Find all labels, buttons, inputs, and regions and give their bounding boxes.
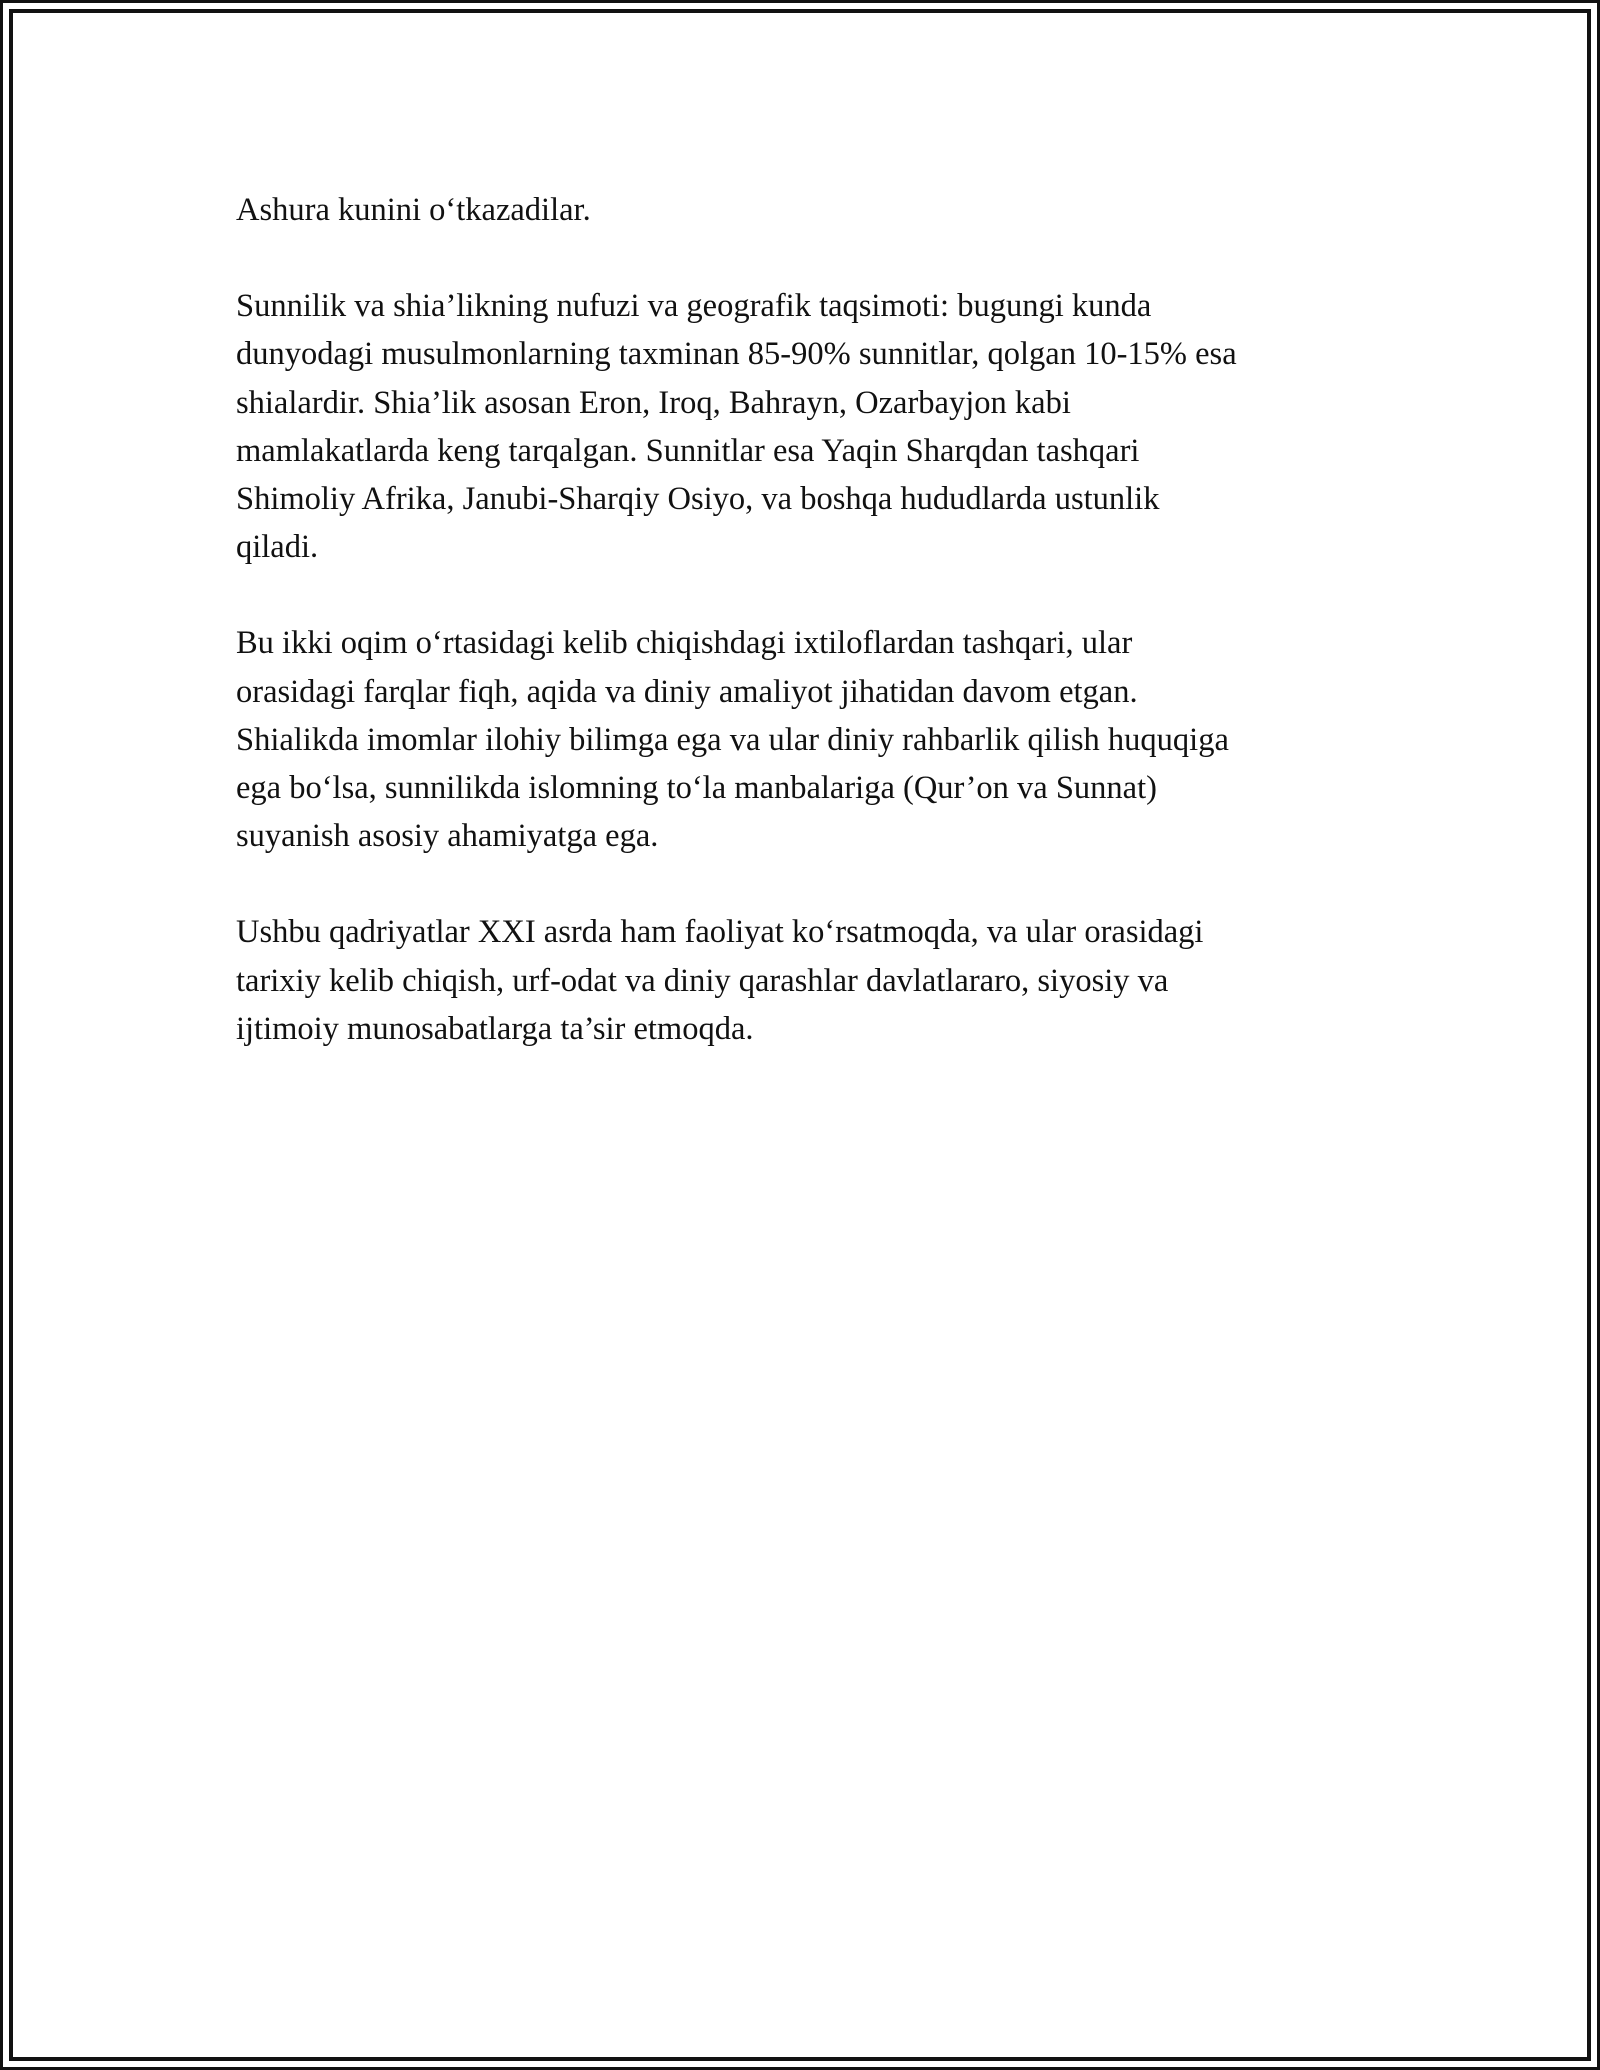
text-line: Ashura kunini o‘tkazadilar. (236, 192, 591, 228)
text-line: tarixiy kelib chiqish, urf-odat va diniy qarashlar davlatlararo, siyosiy va (236, 962, 1169, 999)
text-line: Shialikda imomlar ilohiy bilimga ega va ular diniy rahbarlik qilish huquqiga (236, 721, 1229, 758)
text-line: suyanish asosiy ahamiyatga ega. (236, 818, 659, 855)
text-line: ega bo‘lsa, sunnilikda islomning to‘la manbalariga (Qur’on va Sunnat) (236, 770, 1157, 807)
document-body (236, 186, 1386, 1101)
text-line: qiladi. (236, 529, 319, 566)
text-line: Sunnilik va shia’likning nufuzi va geografik taqsimoti: bugungi kunda (236, 288, 1152, 325)
text-line: dunyodagi musulmonlarning taxminan 85-90% sunnitlar, qolgan 10-15% esa (236, 336, 1237, 373)
text-line: Bu ikki oqim o‘rtasidagi kelib chiqishdagi ixtiloflardan tashqari, ular (236, 625, 1133, 662)
text-line: orasidagi farqlar fiqh, aqida va diniy amaliyot jihatidan davom etgan. (236, 673, 1138, 710)
paragraph-modern-relevance (236, 908, 1386, 1053)
paragraph-demographics (236, 282, 1386, 571)
text-line: mamlakatlarda keng tarqalgan. Sunnitlar esa Yaqin Sharqdan tashqari (236, 432, 1140, 469)
text-line: shialardir. Shia’lik asosan Eron, Iroq, Bahrayn, Ozarbayjon kabi (236, 384, 1071, 421)
text-line: Shimoliy Afrika, Janubi-Sharqiy Osiyo, va boshqa hududlarda ustunlik (236, 481, 1160, 518)
paragraph-ashura (236, 186, 1386, 234)
text-line: ijtimoiy munosabatlarga ta’sir etmoqda. (236, 1010, 754, 1047)
paragraph-differences (236, 619, 1386, 860)
text-line: Ushbu qadriyatlar XXI asrda ham faoliyat ko‘rsatmoqda, va ular orasidagi (236, 914, 1204, 951)
